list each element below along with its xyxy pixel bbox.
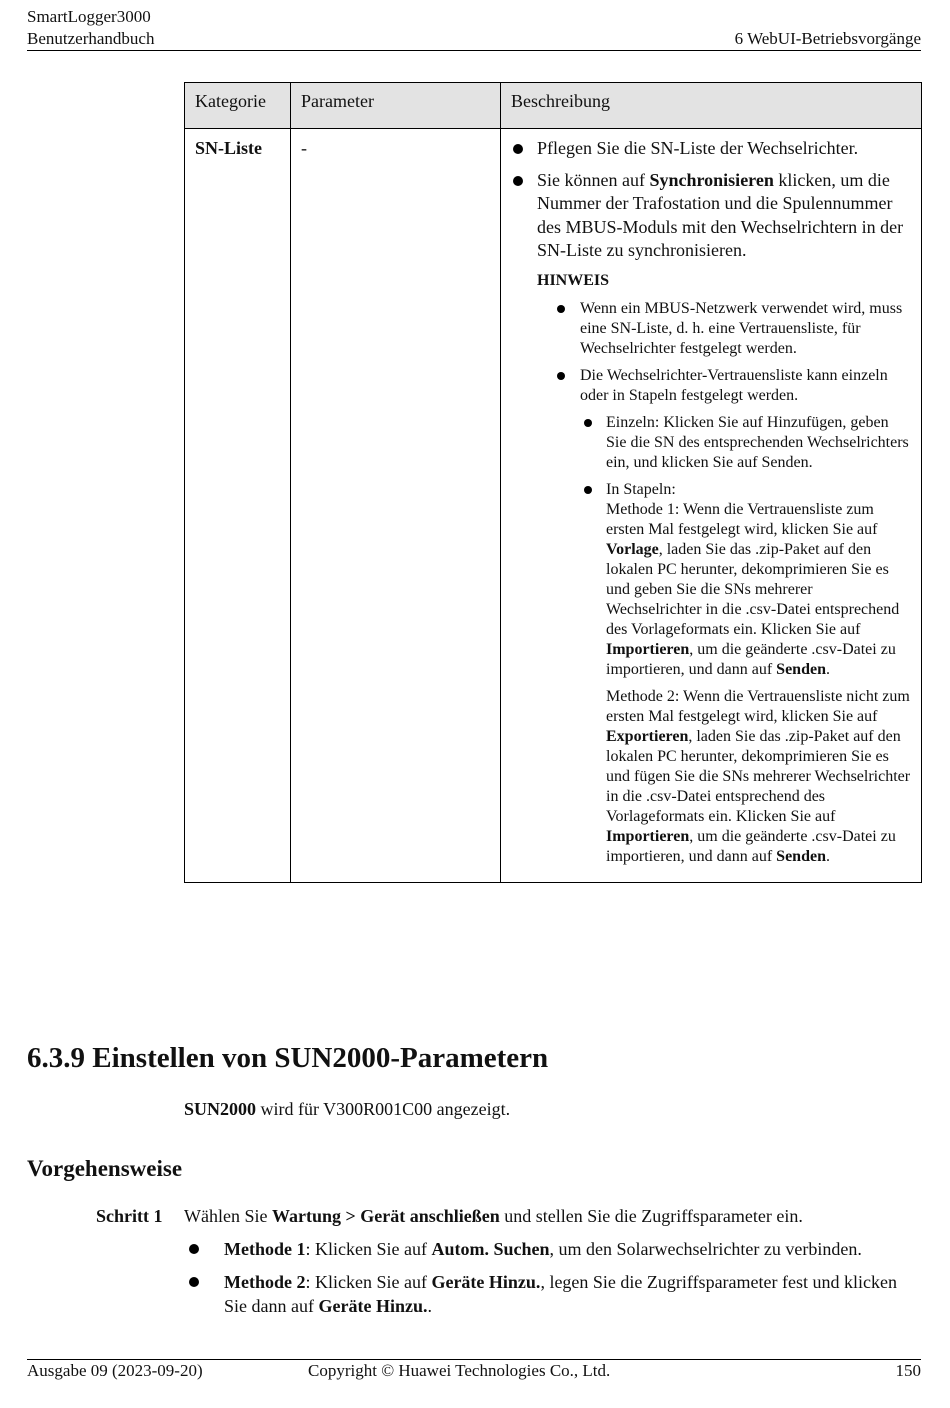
page-number: 150 bbox=[895, 1361, 921, 1380]
note-label: HINWEIS bbox=[537, 271, 610, 289]
step-text: Wählen Sie Wartung > Gerät anschließen und stellen Sie die Zugriffsparameter ein. bbox=[184, 1206, 803, 1226]
section-intro: SUN2000 wird für V300R001C00 angezeigt. bbox=[184, 1099, 511, 1119]
step-options bbox=[184, 1237, 921, 1327]
table-row bbox=[185, 129, 922, 883]
synchronize-term: Synchronisieren bbox=[649, 169, 774, 190]
description-bullet: Pflegen Sie die SN-Liste der Wechselrichter. bbox=[511, 137, 911, 161]
table-header-row bbox=[185, 83, 922, 129]
row-description bbox=[501, 129, 922, 883]
procedure-heading: Vorgehensweise bbox=[27, 1156, 183, 1181]
header-divider bbox=[27, 50, 921, 51]
page-header-left bbox=[27, 6, 154, 50]
row-category: SN-Liste bbox=[185, 129, 291, 883]
description-bullet: Sie können auf Synchronisieren klicken, um die Nummer der Trafostation und die Spulennummer des MBUS-Moduls mit den Wechselrichtern in der SN-Liste zu synchronisieren. bbox=[511, 169, 911, 263]
manual-name: Benutzerhandbuch bbox=[27, 29, 155, 48]
copyright: Copyright © Huawei Technologies Co., Ltd. bbox=[308, 1361, 611, 1380]
edition-info: Ausgabe 09 (2023-09-20) bbox=[27, 1361, 203, 1380]
method-1-text: Methode 1: Wenn die Vertrauensliste zum ersten Mal festgelegt wird, klicken Sie auf Vorlage, laden Sie das .zip-Paket auf den lokalen PC herunter, dekomprimieren Sie es und geben Sie die SNs mehrerer Wechselrichter in die .csv-Datei entsprechend des Vorlageformats ein. Klicken Sie auf Importieren, um die geänderte .csv-Datei zu importieren, und dann auf Senden. bbox=[606, 500, 900, 678]
note-subitem: Einzeln: Klicken Sie auf Hinzufügen, geben Sie die SN des entsprechenden Wechselrichters ein, und klicken Sie auf Senden. bbox=[606, 413, 911, 473]
menu-path: Wartung > Gerät anschließen bbox=[271, 1206, 500, 1226]
list-item: Methode 1: Klicken Sie auf Autom. Suchen, um den Solarwechselrichter zu verbinden. bbox=[184, 1237, 921, 1261]
section-heading: 6.3.9 Einstellen von SUN2000-Parametern bbox=[27, 1042, 549, 1074]
column-header-category: Kategorie bbox=[185, 83, 291, 129]
note-item: Die Wechselrichter-Vertrauensliste kann einzeln oder in Stapeln festgelegt werden. bbox=[537, 366, 911, 406]
method-2-text: Methode 2: Wenn die Vertrauensliste nicht zum ersten Mal festgelegt wird, klicken Sie auf Exportieren, laden Sie das .zip-Paket auf den lokalen PC herunter, dekomprimieren Sie es und fügen Sie die SNs mehrerer Wechselrichter in die .csv-Datei entsprechend des Vorlageformats ein. Klicken Sie auf Importieren, um die geänderte .csv-Datei zu importieren, und dann auf Senden. bbox=[606, 687, 911, 865]
parameter-table bbox=[184, 82, 922, 883]
step-label: Schritt 1 bbox=[96, 1206, 163, 1226]
column-header-description: Beschreibung bbox=[501, 83, 922, 129]
chapter-title: 6 WebUI-Betriebsvorgänge bbox=[734, 29, 921, 48]
column-header-parameter: Parameter bbox=[291, 83, 501, 129]
note-subitem: In Stapeln: Methode 1: Wenn die Vertrauensliste zum ersten Mal festgelegt wird, klicken Sie auf Vorlage, laden Sie das .zip-Paket auf den lokalen PC herunter, dekomprimieren Sie es und geben Sie die SNs mehrerer Wechselrichter in die .csv-Datei entsprechend des Vorlageformats ein. Klicken Sie auf Importieren, um die geänderte .csv-Datei zu importieren, und dann auf Senden. bbox=[606, 480, 911, 680]
note-item: Wenn ein MBUS-Netzwerk verwendet wird, muss eine SN-Liste, d. h. eine Vertrauensliste, für Wechselrichter festgelegt werden. bbox=[537, 299, 911, 359]
list-item: Methode 2: Klicken Sie auf Geräte Hinzu., legen Sie die Zugriffsparameter fest und klicken Sie dann auf Geräte Hinzu.. bbox=[184, 1270, 921, 1318]
row-parameter: - bbox=[291, 129, 501, 883]
product-name: SmartLogger3000 bbox=[27, 7, 151, 26]
